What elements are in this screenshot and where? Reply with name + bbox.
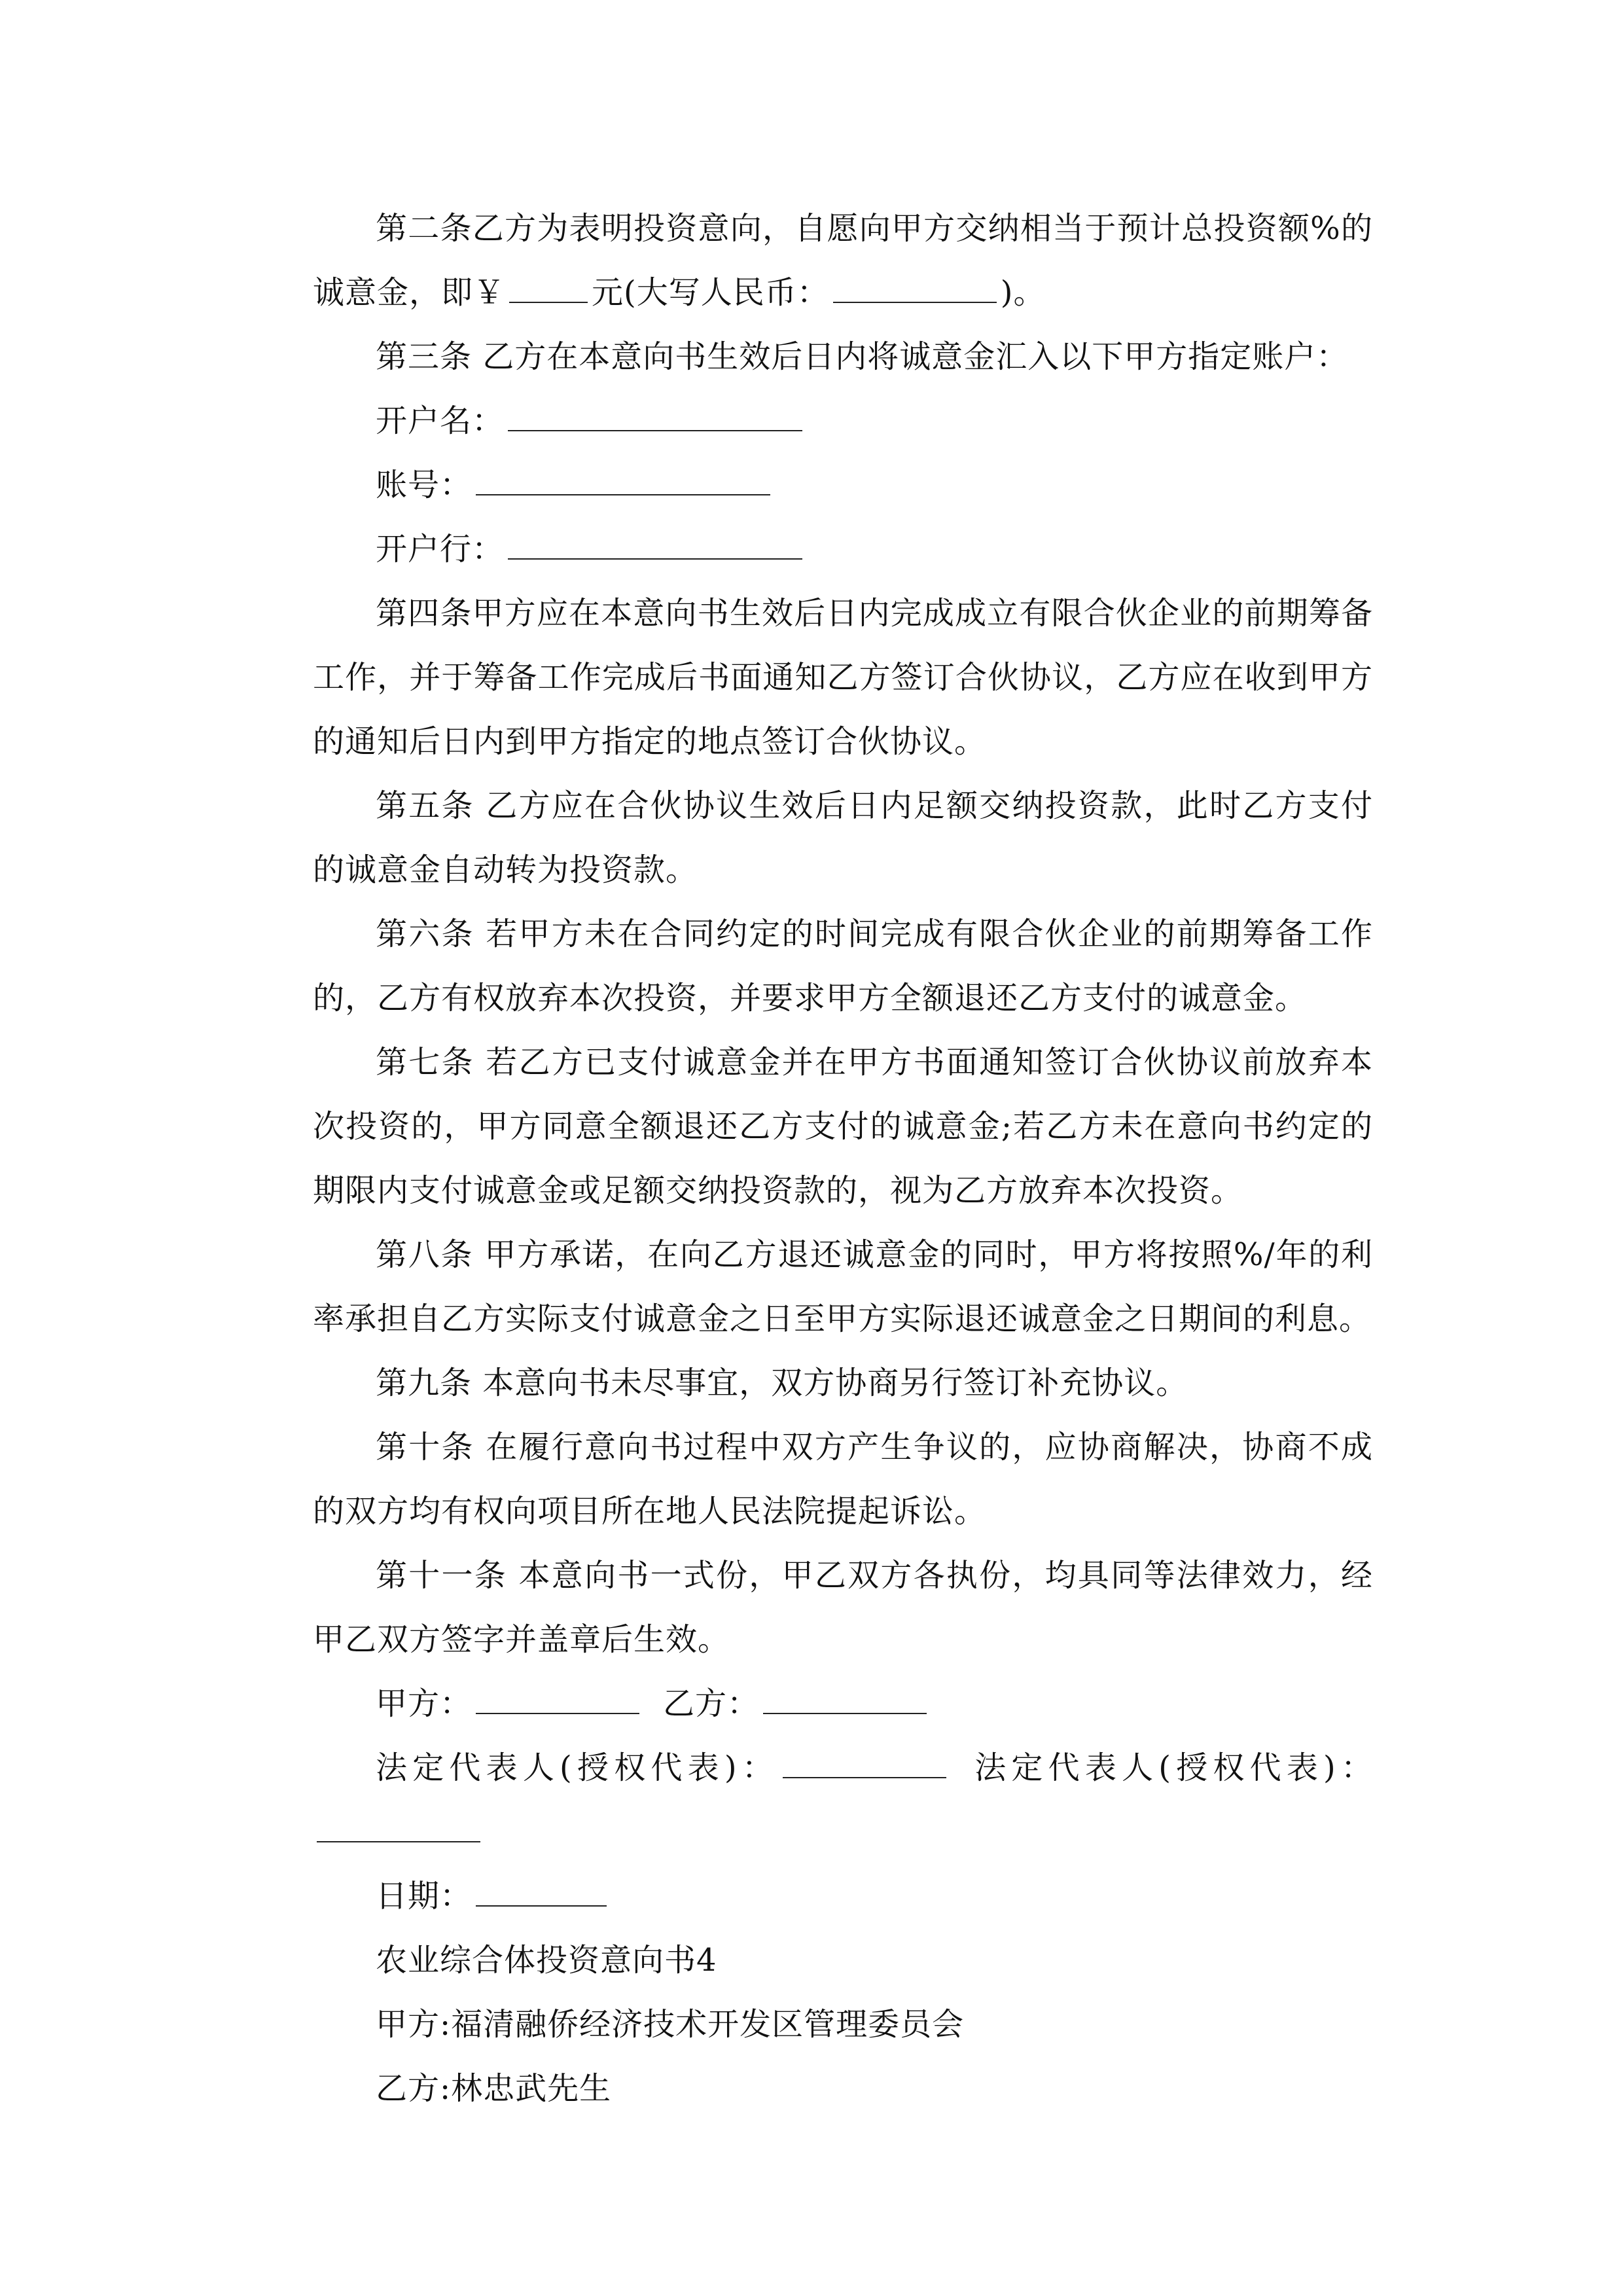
date-blank xyxy=(476,1879,607,1907)
clause-2-text-a: 第二条乙方为表明投资意向，自愿向甲方交纳相当于预计总投资额%的诚意金，即￥ xyxy=(313,210,1373,311)
clause-2-text-b: 元(大写人民币： xyxy=(592,274,829,311)
party-signature-line xyxy=(313,1672,1373,1736)
clause-11: 第十一条 本意向书一式份，甲乙双方各执份，均具同等法律效力，经甲乙双方签字并盖章后生效。 xyxy=(313,1557,1373,1658)
clause-10: 第十条 在履行意向书过程中双方产生争议的，应协商解决，协商不成的双方均有权向项目所在地人民法院提起诉讼。 xyxy=(313,1429,1373,1530)
amount-uppercase-blank xyxy=(833,276,997,303)
bank-label: 开户行： xyxy=(376,531,505,567)
date-line xyxy=(313,1864,1373,1928)
party-a-label: 甲方： xyxy=(376,1685,473,1722)
account-number-label: 账号： xyxy=(376,467,473,503)
clause-2 xyxy=(313,196,1373,325)
account-number-blank xyxy=(476,468,770,495)
rep-b-label: 法定代表人(授权代表)： xyxy=(970,1749,1373,1786)
clause-2-text-c: )。 xyxy=(1000,274,1046,311)
party-b-label: 乙方： xyxy=(663,1685,760,1722)
account-name-label: 开户名： xyxy=(376,403,505,439)
clause-4: 第四条甲方应在本意向书生效后日内完成成立有限合伙企业的前期筹备工作，并于筹备工作完成后书面通知乙方签订合伙协议，乙方应在收到甲方的通知后日内到甲方指定的地点签订合伙协议。 xyxy=(313,595,1373,760)
amount-blank xyxy=(509,276,588,303)
representative-line xyxy=(313,1736,1373,1864)
rep-a-blank xyxy=(783,1751,946,1778)
rep-a-label: 法定代表人(授权代表)： xyxy=(376,1749,779,1786)
clause-6: 第六条 若甲方未在合同约定的时间完成有限合伙企业的前期筹备工作的，乙方有权放弃本次投资，并要求甲方全额退还乙方支付的诚意金。 xyxy=(313,916,1373,1016)
account-name-blank xyxy=(508,404,802,431)
account-number-line xyxy=(313,453,1373,517)
party-b-blank xyxy=(763,1687,927,1714)
next-doc-party-b: 乙方:林忠武先生 xyxy=(376,2070,612,2107)
clause-9: 第九条 本意向书未尽事宜，双方协商另行签订补充协议。 xyxy=(376,1365,1188,1401)
clause-8: 第八条 甲方承诺，在向乙方退还诚意金的同时，甲方将按照%/年的利率承担自乙方实际支付诚意金之日至甲方实际退还诚意金之日期间的利息。 xyxy=(313,1236,1373,1337)
next-doc-party-a: 甲方:福清融侨经济技术开发区管理委员会 xyxy=(376,2006,965,2043)
date-label: 日期： xyxy=(376,1878,473,1914)
clause-5: 第五条 乙方应在合伙协议生效后日内足额交纳投资款，此时乙方支付的诚意金自动转为投资款。 xyxy=(313,787,1373,888)
clause-7: 第七条 若乙方已支付诚意金并在甲方书面通知签订合伙协议前放弃本次投资的，甲方同意全额退还乙方支付的诚意金;若乙方未在意向书约定的期限内支付诚意金或足额交纳投资款的，视为乙方放弃本次投资。 xyxy=(313,1044,1373,1209)
clause-3: 第三条 乙方在本意向书生效后日内将诚意金汇入以下甲方指定账户： xyxy=(376,338,1349,375)
party-a-blank xyxy=(476,1687,639,1714)
rep-b-blank xyxy=(317,1815,480,1842)
next-doc-title: 农业综合体投资意向书4 xyxy=(376,1942,717,1979)
document-body xyxy=(313,196,1373,2121)
account-name-line xyxy=(313,389,1373,453)
bank-blank xyxy=(508,532,802,560)
bank-line xyxy=(313,517,1373,581)
